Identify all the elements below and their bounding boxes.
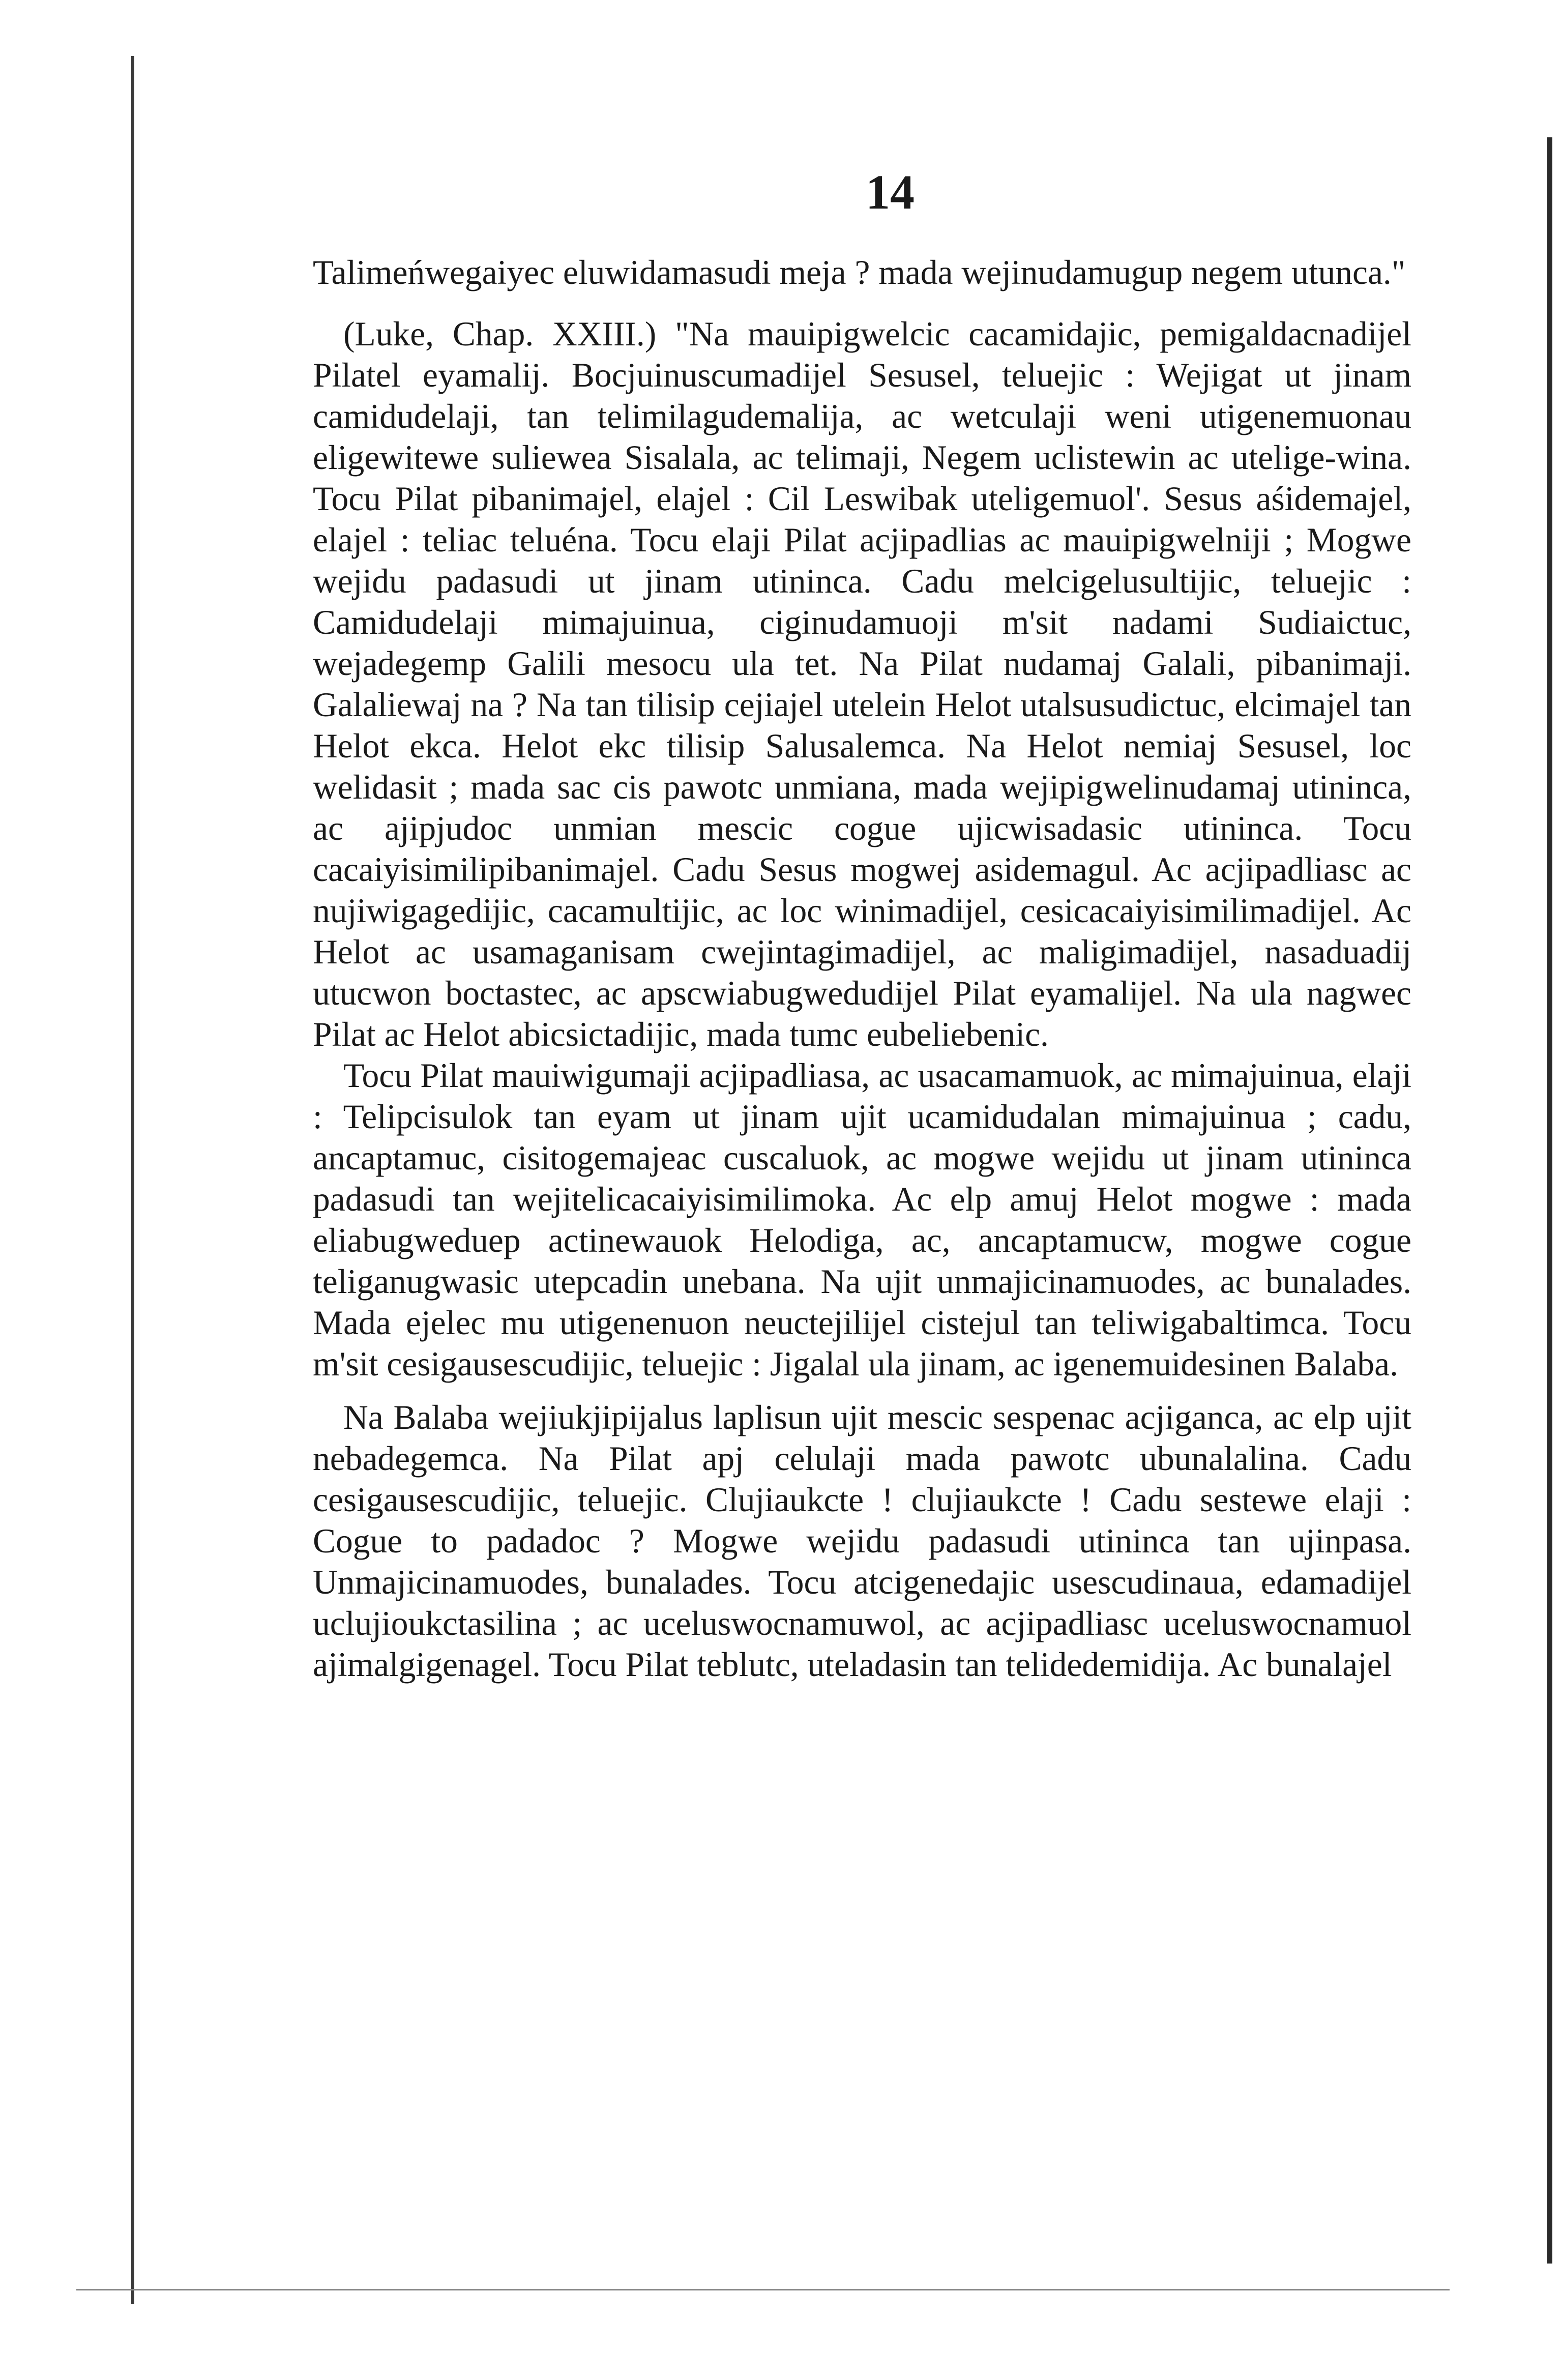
paragraph-1: Talimeńwegaiyec eluwidamasudi meja ? mada wejinudamugup negem utunca." xyxy=(313,253,1406,291)
page-number: 14 xyxy=(866,165,915,219)
scan-right-border xyxy=(1547,137,1552,2264)
scan-left-border xyxy=(131,56,134,2304)
scan-bottom-edge xyxy=(76,2289,1450,2290)
paragraph-2: (Luke, Chap. XXIII.) "Na mauipigwelcic cacamidajic, pemigaldacnadijel Pilatel eyamalij. Bocjuinuscumadijel Sesusel, teluejic : Wejigat ut jinam camidudelaji, tan telimilagudemalija, ac wetculaji weni utigenemuonau eligewitewe suliewea Sisalala, ac telimaji, Negem uclistewin ac utelige-wina. Tocu Pilat pibanimajel, elajel : Cil Leswibak uteligemuol'. Sesus aśidemajel, elajel : teliac teluéna. Tocu elaji Pilat acjipadlias ac mauipigwelniji ; Mogwe wejidu padasudi ut jinam utininca. Cadu melcigelusultijic, teluejic : Camidudelaji mimajuinua, ciginudamuoji m'sit nadami Sudiaictuc, wejadegemp Galili mesocu ula tet. Na Pilat nudamaj Galali, pibanimaji. Galaliewaj na ? Na tan tilisip cejiajel utelein Helot utalsusudictuc, elcimajel tan Helot ekca. Helot ekc tilisip Salusalemca. Na Helot nemiaj Sesusel, loc welidasit ; mada sac cis pawotc unmiana, mada wejipigwelinudamaj utininca, ac ajipjudoc unmian mescic cogue ujicwisadasic utininca. Tocu cacaiyisimilipibanimajel. Cadu Sesus mogwej asidemagul. Ac acjipadliasc ac nujiwigagedijic, cacamultijic, ac loc winimadijel, cesicacaiyisimilimadijel. Ac Helot ac usamaganisam cwejintagimadijel, ac maligimadijel, nasaduadij utucwon boctastec, ac apscwiabugwedudijel Pilat eyamalijel. Na ula nagwec Pilat ac Helot abicsictadijic, mada tumc eubeliebenic. xyxy=(313,315,1411,1053)
paragraph-4: Na Balaba wejiukjipijalus laplisun ujit mescic sespenac acjiganca, ac elp ujit nebadegemca. Na Pilat apj celulaji mada pawotc ubunalalina. Cadu cesigausescudijic, teluejic. Clujiaukcte ! clujiaukcte ! Cadu sestewe elaji : Cogue to padadoc ? Mogwe wejidu padasudi utininca tan ujinpasa. Unmajicinamuodes, bunalades. Tocu atcigenedajic usescudinaua, edamadijel uclujioukctasilina ; ac uceluswocnamuwol, ac acjipadliasc uceluswocnamuol ajimalgigenagel. Tocu Pilat teblutc, uteladasin tan telidedemidija. Ac bunalajel xyxy=(313,1398,1411,1684)
paragraph-3: Tocu Pilat mauiwigumaji acjipadliasa, ac usacamamuok, ac mimajuinua, elaji : Telipcisulok tan eyam ut jinam ujit ucamidudalan mimajuinua ; cadu, ancaptamuc, cisitogemajeac cuscaluok, ac mogwe wejidu ut jinam utininca padasudi tan wejitelicacaiyisimilimoka. Ac elp amuj Helot mogwe : mada eliabugweduep actinewauok Helodiga, ac, ancaptamucw, mogwe cogue teliganugwasic utepcadin unebana. Na ujit unmajicinamuodes, ac bunalades. Mada ejelec mu utigenenuon neuctejilijel cistejul tan teliwigabaltimca. Tocu m'sit cesigausescudijic, teluejic : Jigalal ula jinam, ac igenemuidesinen Balaba. xyxy=(313,1056,1411,1383)
body-text xyxy=(313,252,1411,1685)
